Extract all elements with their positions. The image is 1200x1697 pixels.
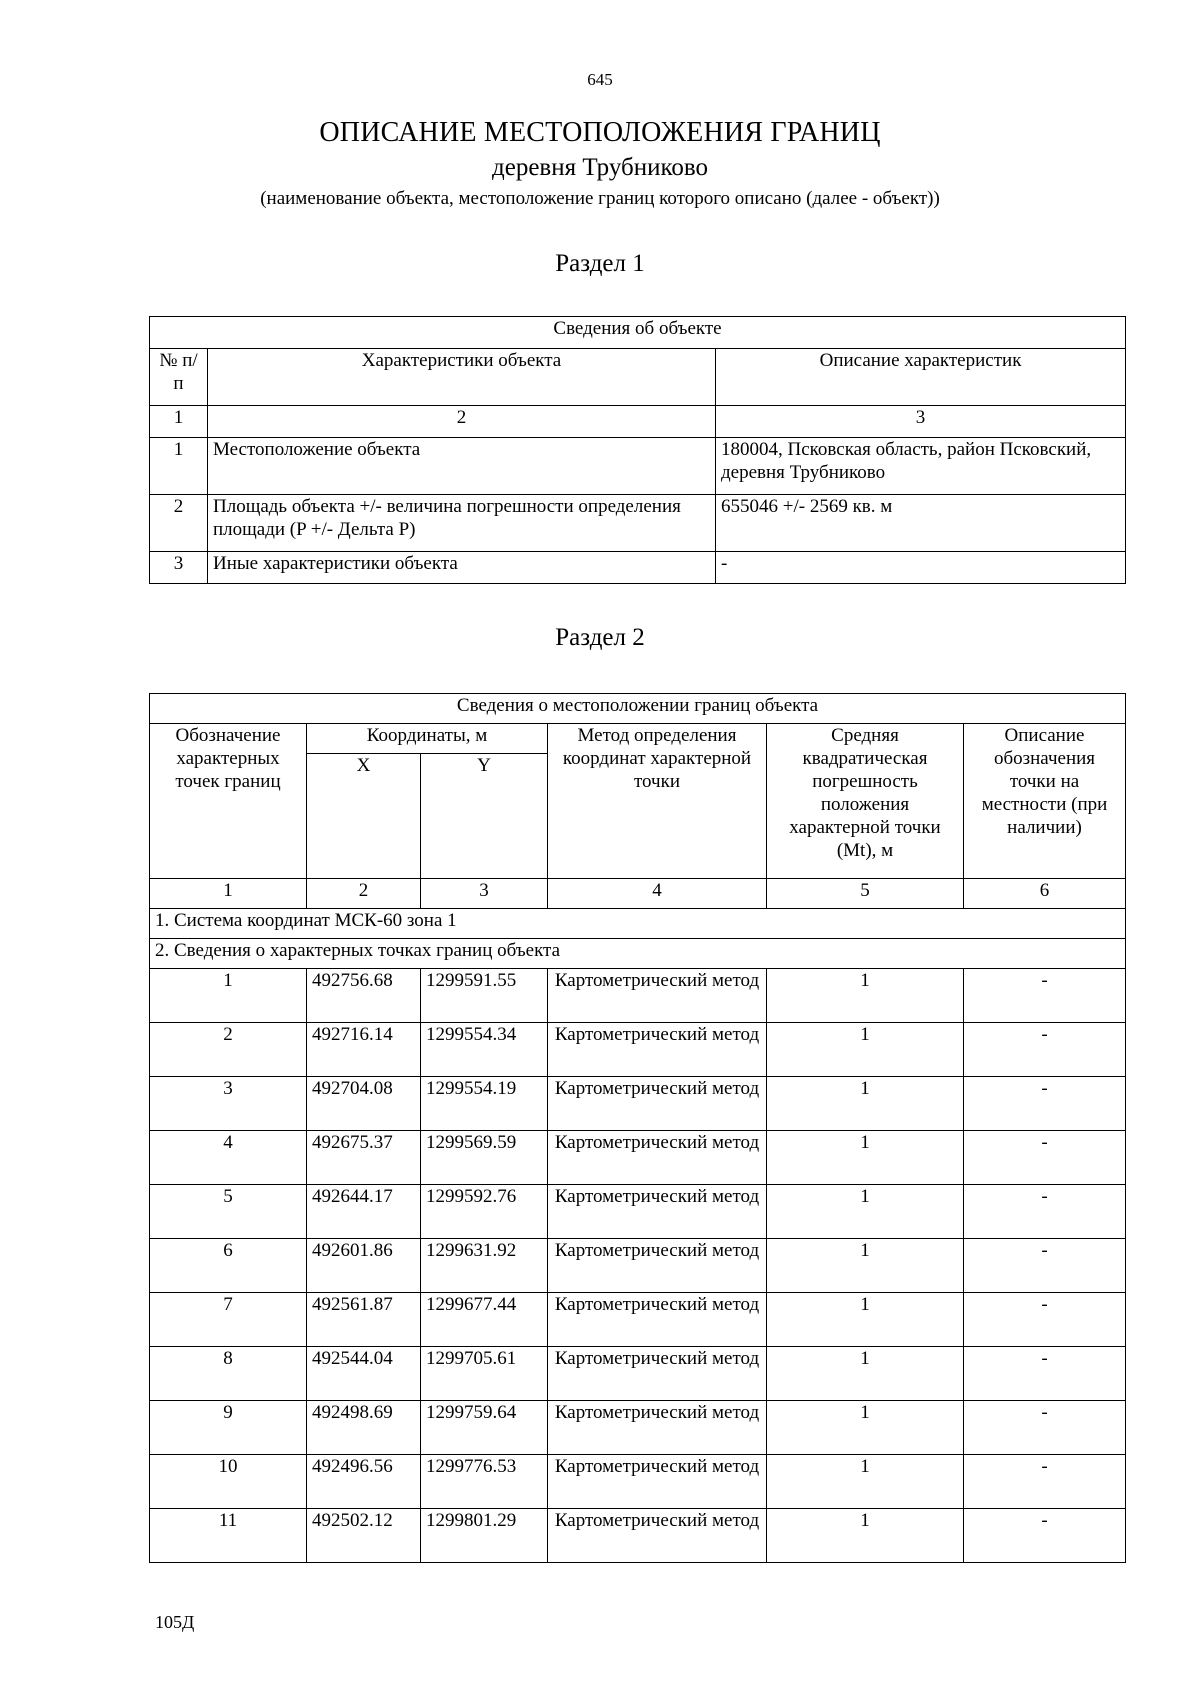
page-number: 645 [587,70,613,89]
point-marking: - [964,1509,1126,1563]
point-method: Картометрический метод [548,1509,767,1563]
document-title: ОПИСАНИЕ МЕСТОПОЛОЖЕНИЯ ГРАНИЦ [319,117,881,148]
point-mt: 1 [767,969,964,1023]
point-method: Картометрический метод [548,1455,767,1509]
table-row [150,1185,1126,1239]
table-row [150,1509,1126,1563]
point-marking: - [964,1239,1126,1293]
point-number: 2 [150,1023,307,1077]
table-row [150,495,1126,552]
point-y: 1299631.92 [421,1239,548,1293]
point-method: Картометрический метод [548,969,767,1023]
boundary-points-table [149,693,1126,1563]
row-description: 180004, Псковская область, район Псковский, деревня Трубниково [716,438,1126,495]
point-marking: - [964,1077,1126,1131]
table-row [150,552,1126,584]
table-row [150,1023,1126,1077]
point-marking: - [964,1401,1126,1455]
column-number: 2 [307,879,421,909]
header-point: Обозначение характерных точек границ [150,724,307,879]
point-marking: - [964,1293,1126,1347]
point-mt: 1 [767,1185,964,1239]
point-method: Картометрический метод [548,1131,767,1185]
point-y: 1299569.59 [421,1131,548,1185]
header-x: X [307,754,421,879]
point-x: 492496.56 [307,1455,421,1509]
table-title-row [150,694,1126,724]
point-marking: - [964,1185,1126,1239]
point-number: 11 [150,1509,307,1563]
point-y: 1299801.29 [421,1509,548,1563]
table-row [150,1131,1126,1185]
point-x: 492498.69 [307,1401,421,1455]
point-y: 1299591.55 [421,969,548,1023]
table-header-row [150,724,1126,754]
point-marking: - [964,1023,1126,1077]
table-row [150,969,1126,1023]
point-y: 1299705.61 [421,1347,548,1401]
point-number: 3 [150,1077,307,1131]
column-number: 3 [421,879,548,909]
point-method: Картометрический метод [548,1185,767,1239]
column-number: 1 [150,406,208,438]
table-row [150,438,1126,495]
table-title-row [150,317,1126,349]
header-marking: Описание обозначения точки на местности (при наличии) [964,724,1126,879]
point-number: 6 [150,1239,307,1293]
point-x: 492502.12 [307,1509,421,1563]
points-caption: 2. Сведения о характерных точках границ объекта [150,939,1126,969]
point-method: Картометрический метод [548,1023,767,1077]
row-characteristic: Иные характеристики объекта [208,552,716,584]
object-caption: (наименование объекта, местоположение границ которого описано (далее - объект)) [260,188,940,209]
point-number: 10 [150,1455,307,1509]
table-row [150,1455,1126,1509]
footer-code: 105Д [155,1612,195,1632]
point-y: 1299677.44 [421,1293,548,1347]
coord-system-row [150,909,1126,939]
point-x: 492704.08 [307,1077,421,1131]
point-mt: 1 [767,1023,964,1077]
object-info-table [149,316,1126,584]
column-number: 6 [964,879,1126,909]
point-method: Картометрический метод [548,1347,767,1401]
point-method: Картометрический метод [548,1293,767,1347]
point-method: Картометрический метод [548,1239,767,1293]
point-y: 1299776.53 [421,1455,548,1509]
table-title: Сведения об объекте [150,317,1126,349]
point-number: 5 [150,1185,307,1239]
table-header-row [150,349,1126,406]
point-number: 9 [150,1401,307,1455]
column-number: 1 [150,879,307,909]
table-row [150,1239,1126,1293]
points-caption-row [150,939,1126,969]
point-marking: - [964,969,1126,1023]
point-mt: 1 [767,1131,964,1185]
row-characteristic: Площадь объекта +/- величина погрешности определения площади (P +/- Дельта P) [208,495,716,552]
point-x: 492675.37 [307,1131,421,1185]
point-y: 1299592.76 [421,1185,548,1239]
point-number: 1 [150,969,307,1023]
point-mt: 1 [767,1509,964,1563]
point-method: Картометрический метод [548,1077,767,1131]
column-number: 2 [208,406,716,438]
row-num: 1 [150,438,208,495]
table-row [150,1293,1126,1347]
column-number: 5 [767,879,964,909]
row-description: 655046 +/- 2569 кв. м [716,495,1126,552]
point-x: 492544.04 [307,1347,421,1401]
point-y: 1299554.19 [421,1077,548,1131]
row-num: 3 [150,552,208,584]
point-mt: 1 [767,1347,964,1401]
point-marking: - [964,1455,1126,1509]
section-2-heading: Раздел 2 [555,624,645,651]
point-x: 492756.68 [307,969,421,1023]
point-number: 8 [150,1347,307,1401]
header-description: Описание характеристик [716,349,1126,406]
section-1-heading: Раздел 1 [555,250,645,277]
object-name: деревня Трубниково [492,154,708,181]
column-number: 3 [716,406,1126,438]
point-x: 492716.14 [307,1023,421,1077]
row-num: 2 [150,495,208,552]
point-marking: - [964,1347,1126,1401]
table-row [150,1347,1126,1401]
table-title: Сведения о местоположении границ объекта [150,694,1126,724]
point-method: Картометрический метод [548,1401,767,1455]
point-mt: 1 [767,1293,964,1347]
point-x: 492644.17 [307,1185,421,1239]
header-characteristic: Характеристики объекта [208,349,716,406]
header-num: № п/п [150,349,208,406]
header-y: Y [421,754,548,879]
column-numbers-row [150,406,1126,438]
point-mt: 1 [767,1239,964,1293]
point-mt: 1 [767,1455,964,1509]
row-characteristic: Местоположение объекта [208,438,716,495]
header-mt: Средняя квадратическая погрешность положения характерной точки (Mt), м [767,724,964,879]
table-row [150,1077,1126,1131]
point-y: 1299759.64 [421,1401,548,1455]
point-x: 492601.86 [307,1239,421,1293]
header-method: Метод определения координат характерной точки [548,724,767,879]
point-mt: 1 [767,1401,964,1455]
header-coords: Координаты, м [307,724,548,754]
column-numbers-row [150,879,1126,909]
point-number: 7 [150,1293,307,1347]
point-x: 492561.87 [307,1293,421,1347]
column-number: 4 [548,879,767,909]
row-description: - [716,552,1126,584]
point-marking: - [964,1131,1126,1185]
coord-system: 1. Система координат МСК-60 зона 1 [150,909,1126,939]
table-row [150,1401,1126,1455]
point-y: 1299554.34 [421,1023,548,1077]
point-mt: 1 [767,1077,964,1131]
point-number: 4 [150,1131,307,1185]
